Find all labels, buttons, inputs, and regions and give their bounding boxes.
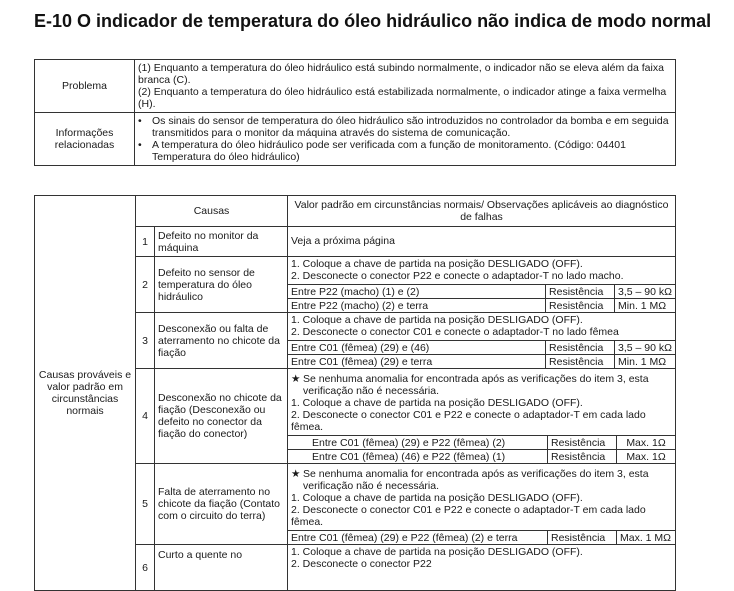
check-type: Resistência xyxy=(546,285,615,299)
check-value: Min. 1 MΩ xyxy=(615,299,675,313)
detail-line: Veja a próxima página xyxy=(291,235,395,247)
info-row xyxy=(35,113,676,166)
cause-detail xyxy=(288,545,676,591)
cause-number: 6 xyxy=(136,545,155,591)
cause-number: 5 xyxy=(136,464,155,545)
check-point: Entre C01 (fêmea) (29) e (46) xyxy=(288,341,546,355)
detail-line: 2. Desconecte o conector P22 e conecte o adaptador-T no lado macho. xyxy=(291,270,624,282)
cause-number: 4 xyxy=(136,369,155,464)
cause-text: Desconexão no chicote da fiação (Desconexão ou defeito no conector da fiação do conector) xyxy=(155,369,288,464)
cause-detail xyxy=(288,313,676,369)
cause-text: Falta de aterramento no chicote da fiação (Contato com o circuito do terra) xyxy=(155,464,288,545)
check-value: Min. 1 MΩ xyxy=(615,355,675,369)
header-causes: Causas xyxy=(136,196,288,227)
cause-text: Defeito no monitor da máquina xyxy=(155,227,288,257)
problem-line: (1) Enquanto a temperatura do óleo hidráulico está subindo normalmente, o indicador não se eleva além da faixa branca (C). xyxy=(138,62,664,86)
check-row xyxy=(288,341,675,355)
cause-text: Desconexão ou falta de aterramento no chicote da fiação xyxy=(155,313,288,369)
check-point: Entre C01 (fêmea) (46) e P22 (fêmea) (1) xyxy=(288,450,548,464)
check-table xyxy=(288,435,675,463)
problem-label: Problema xyxy=(35,60,135,113)
cause-text: Defeito no sensor de temperatura do óleo hidráulico xyxy=(155,257,288,313)
check-type: Resistência xyxy=(546,355,615,369)
check-row xyxy=(288,299,675,313)
check-type: Resistência xyxy=(548,531,617,545)
page-title: E-10 O indicador de temperatura do óleo hidráulico não indica de modo normal xyxy=(34,11,712,31)
check-type: Resistência xyxy=(548,450,617,464)
check-row xyxy=(288,450,675,464)
check-value: Max. 1Ω xyxy=(617,450,676,464)
check-row xyxy=(288,285,675,299)
check-point: Entre P22 (macho) (2) e terra xyxy=(288,299,546,313)
problem-table xyxy=(34,59,676,166)
check-point: Entre C01 (fêmea) (29) e terra xyxy=(288,355,546,369)
header-values: Valor padrão em circunstâncias normais/ Observações aplicáveis ao diagnóstico de falhas xyxy=(288,196,676,227)
check-point: Entre C01 (fêmea) (29) e P22 (fêmea) (2) xyxy=(288,436,548,450)
check-row xyxy=(288,531,675,545)
detail-line: 1. Coloque a chave de partida na posição DESLIGADO (OFF). xyxy=(291,397,583,409)
check-value: Max. 1Ω xyxy=(617,436,676,450)
detail-line: 2. Desconecte o conector C01 e conecte o adaptador-T no lado fêmea xyxy=(291,326,619,338)
detail-line: 2. Desconecte o conector C01 e P22 e conecte o adaptador-T em cada lado fêmea. xyxy=(291,504,646,528)
cause-number: 2 xyxy=(136,257,155,313)
cause-detail xyxy=(288,227,676,257)
info-content xyxy=(135,113,676,166)
check-table xyxy=(288,284,675,312)
check-table xyxy=(288,340,675,368)
check-row xyxy=(288,436,675,450)
detail-line: 1. Coloque a chave de partida na posição DESLIGADO (OFF). xyxy=(291,258,583,270)
check-type: Resistência xyxy=(548,436,617,450)
problem-row xyxy=(35,60,676,113)
info-label: Informações relacionadas xyxy=(35,113,135,166)
detail-line: 1. Coloque a chave de partida na posição DESLIGADO (OFF). xyxy=(291,492,583,504)
detail-line: 2. Desconecte o conector P22 xyxy=(291,558,432,570)
detail-line: 1. Coloque a chave de partida na posição DESLIGADO (OFF). xyxy=(291,546,583,558)
note: ★ Se nenhuma anomalia for encontrada após as verificações do item 3, esta verificação não é necessária. xyxy=(291,373,649,397)
info-bullet: • Os sinais do sensor de temperatura do óleo hidráulico são introduzidos no controlador da bomba e em seguida transmitidos para o monitor da máquina através do sistema de comunicação. xyxy=(138,115,669,139)
check-value: 3,5 – 90 kΩ xyxy=(615,341,675,355)
check-point: Entre P22 (macho) (1) e (2) xyxy=(288,285,546,299)
check-table xyxy=(288,530,675,544)
check-point: Entre C01 (fêmea) (29) e P22 (fêmea) (2) e terra xyxy=(288,531,548,545)
check-type: Resistência xyxy=(546,299,615,313)
problem-line: (2) Enquanto a temperatura do óleo hidráulico está estabilizada normalmente, o indicador atinge a faixa vermelha (H). xyxy=(138,86,667,110)
cause-detail xyxy=(288,257,676,313)
detail-line: 1. Coloque a chave de partida na posição DESLIGADO (OFF). xyxy=(291,314,583,326)
detail-line: 2. Desconecte o conector C01 e P22 e conecte o adaptador-T em cada lado fêmea. xyxy=(291,409,646,433)
causes-header-row xyxy=(35,196,676,227)
check-type: Resistência xyxy=(546,341,615,355)
causes-table xyxy=(34,195,676,591)
cause-number: 1 xyxy=(136,227,155,257)
check-row xyxy=(288,355,675,369)
cause-number: 3 xyxy=(136,313,155,369)
info-bullet: • A temperatura do óleo hidráulico pode ser verificada com a função de monitoramento. (Código: 04401 Temperatura do óleo hidráulico) xyxy=(138,139,626,163)
causes-side-label: Causas prováveis e valor padrão em circunstâncias normais xyxy=(35,196,136,591)
note: ★ Se nenhuma anomalia for encontrada após as verificações do item 3, esta verificação não é necessária. xyxy=(291,468,649,492)
check-value: 3,5 – 90 kΩ xyxy=(615,285,675,299)
cause-text: Curto a quente no xyxy=(155,545,288,591)
star-icon: ★ xyxy=(291,373,301,385)
cause-detail xyxy=(288,369,676,464)
cause-detail xyxy=(288,464,676,545)
check-value: Max. 1 MΩ xyxy=(617,531,676,545)
problem-content xyxy=(135,60,676,113)
star-icon: ★ xyxy=(291,468,301,480)
